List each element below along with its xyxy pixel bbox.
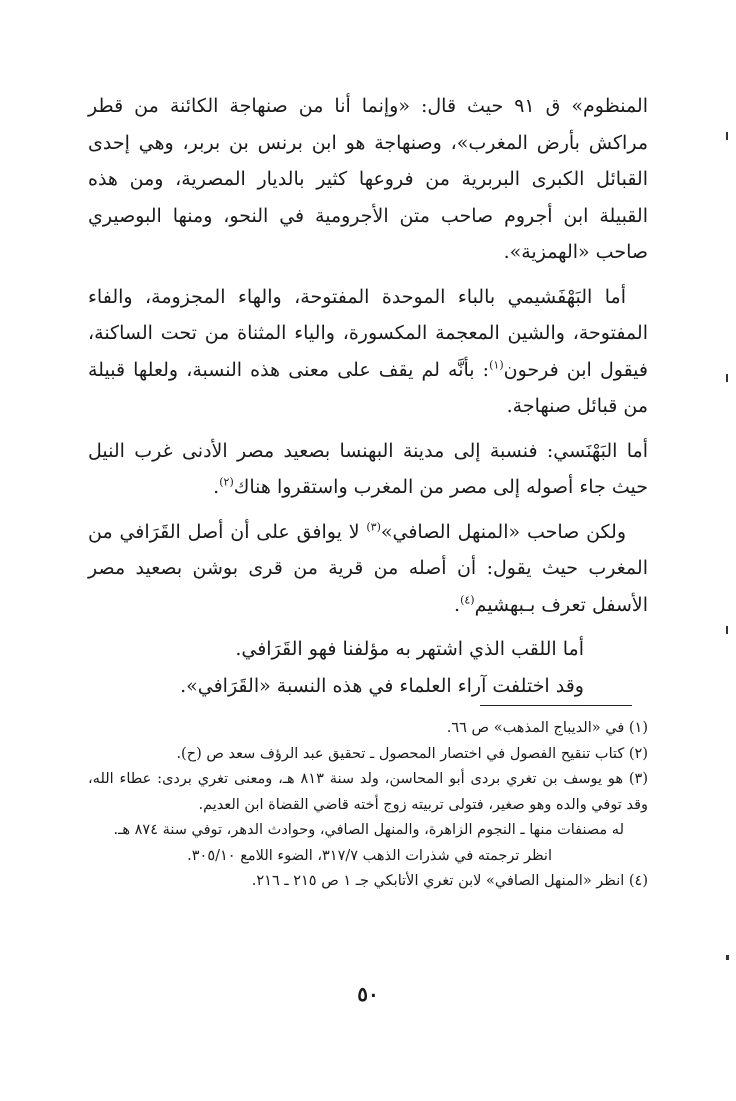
footnote-3-reference: انظر ترجمته في شذرات الذهب ٣١٧/٧، الضوء اللامع ٣٠٥/١٠. <box>187 847 552 864</box>
paragraph-3 <box>88 433 648 506</box>
paragraph-6 <box>88 668 648 705</box>
footnote-ref-1: (١) <box>489 358 504 372</box>
scan-mark <box>726 626 728 634</box>
scan-mark <box>726 374 728 382</box>
paragraph-2 <box>88 279 648 425</box>
paragraph-2-text-b: : بأنَّه لم يقف على معنى هذه النسبة، ولعلها قبيلة من قبائل صنهاجة. <box>88 358 648 417</box>
footnote-separator <box>480 705 632 706</box>
footnote-2: (٢) كتاب تنقيح الفصول في اختصار المحصول ـ تحقيق عبد الرؤف سعد ص (ح). <box>176 745 648 762</box>
footnote-3: (٣) هو يوسف بن تغري بردى أبو المحاسن، ولد سنة ٨١٣ هـ، ومعنى تغري بردى: عطاء الله، وقد توفي والده وهو صغير، فتولى تربيته زوج أخته قاضي القضاة ابن العديم. <box>88 771 648 813</box>
footnote-ref-2: (٢) <box>219 475 234 489</box>
scan-mark <box>726 132 728 140</box>
paragraph-1 <box>88 88 648 271</box>
footnote-1: (١) في «الديباج المذهب» ص ٦٦. <box>446 720 648 736</box>
footnote-ref-3: (٣) <box>366 520 381 534</box>
footnotes <box>88 716 648 895</box>
main-text <box>88 88 648 704</box>
page-number: ٥٠ <box>357 982 379 1006</box>
paragraph-6-text: وقد اختلفت آراء العلماء في هذه النسبة «القَرَافي». <box>180 674 584 697</box>
paragraph-2-text-a: أما البَهْفَشيمي بالباء الموحدة المفتوحة، والهاء المجزومة، والفاء المفتوحة، والشين المعجمة المكسورة، والياء المثناة من تحت الساكنة، فيقول ابن فرحون <box>88 285 648 381</box>
paragraph-4-text-c: . <box>454 593 461 616</box>
paragraph-5 <box>88 631 648 668</box>
footnote-4: (٤) انظر «المنهل الصافي» لابن تغري الأتابكي جـ ١ ص ٢١٥ ـ ٢١٦. <box>251 873 648 889</box>
paragraph-3-text-a: أما البَهْنَسي: فنسبة إلى مدينة البهنسا بصعيد مصر الأدنى غرب النيل حيث جاء أصوله إلى مصر من المغرب واستقروا هناك <box>88 439 648 498</box>
paragraph-5-text: أما اللقب الذي اشتهر به مؤلفنا فهو القَرَافي. <box>235 638 584 660</box>
paragraph-3-text-b: . <box>213 476 220 498</box>
paragraph-4-text-a: ولكن صاحب «المنهل الصافي» <box>380 520 626 543</box>
paragraph-4-text-b: لا يوافق على أن أصل القَرَافي من المغرب حيث يقول: أن أصله من قرية من قرى بوشن بصعيد مصر الأسفل تعرف بـبهشيم <box>88 520 648 616</box>
footnote-3-continuation: له مصنفات منها ـ النجوم الزاهرة، والمنهل الصافي، وحوادث الدهر، توفي سنة ٨٧٤ هـ. <box>113 822 624 838</box>
scan-mark <box>726 955 729 960</box>
footnote-ref-4: (٤) <box>460 593 475 607</box>
paragraph-1-text: المنظوم» ق ٩١ حيث قال: «وإنما أنا من صنهاجة الكائنة من قطر مراكش بأرض المغرب»، وصنهاجة هو ابن برنس بن بربر، وهي إحدى القبائل الكبرى البربرية من فروعها كثير بالديار المصرية، ومن هذه القبيلة ابن أجروم صاحب متن الأجرومية في النحو، ومنها البوصيري صاحب «الهمزية». <box>88 95 648 263</box>
paragraph-4 <box>88 514 648 624</box>
